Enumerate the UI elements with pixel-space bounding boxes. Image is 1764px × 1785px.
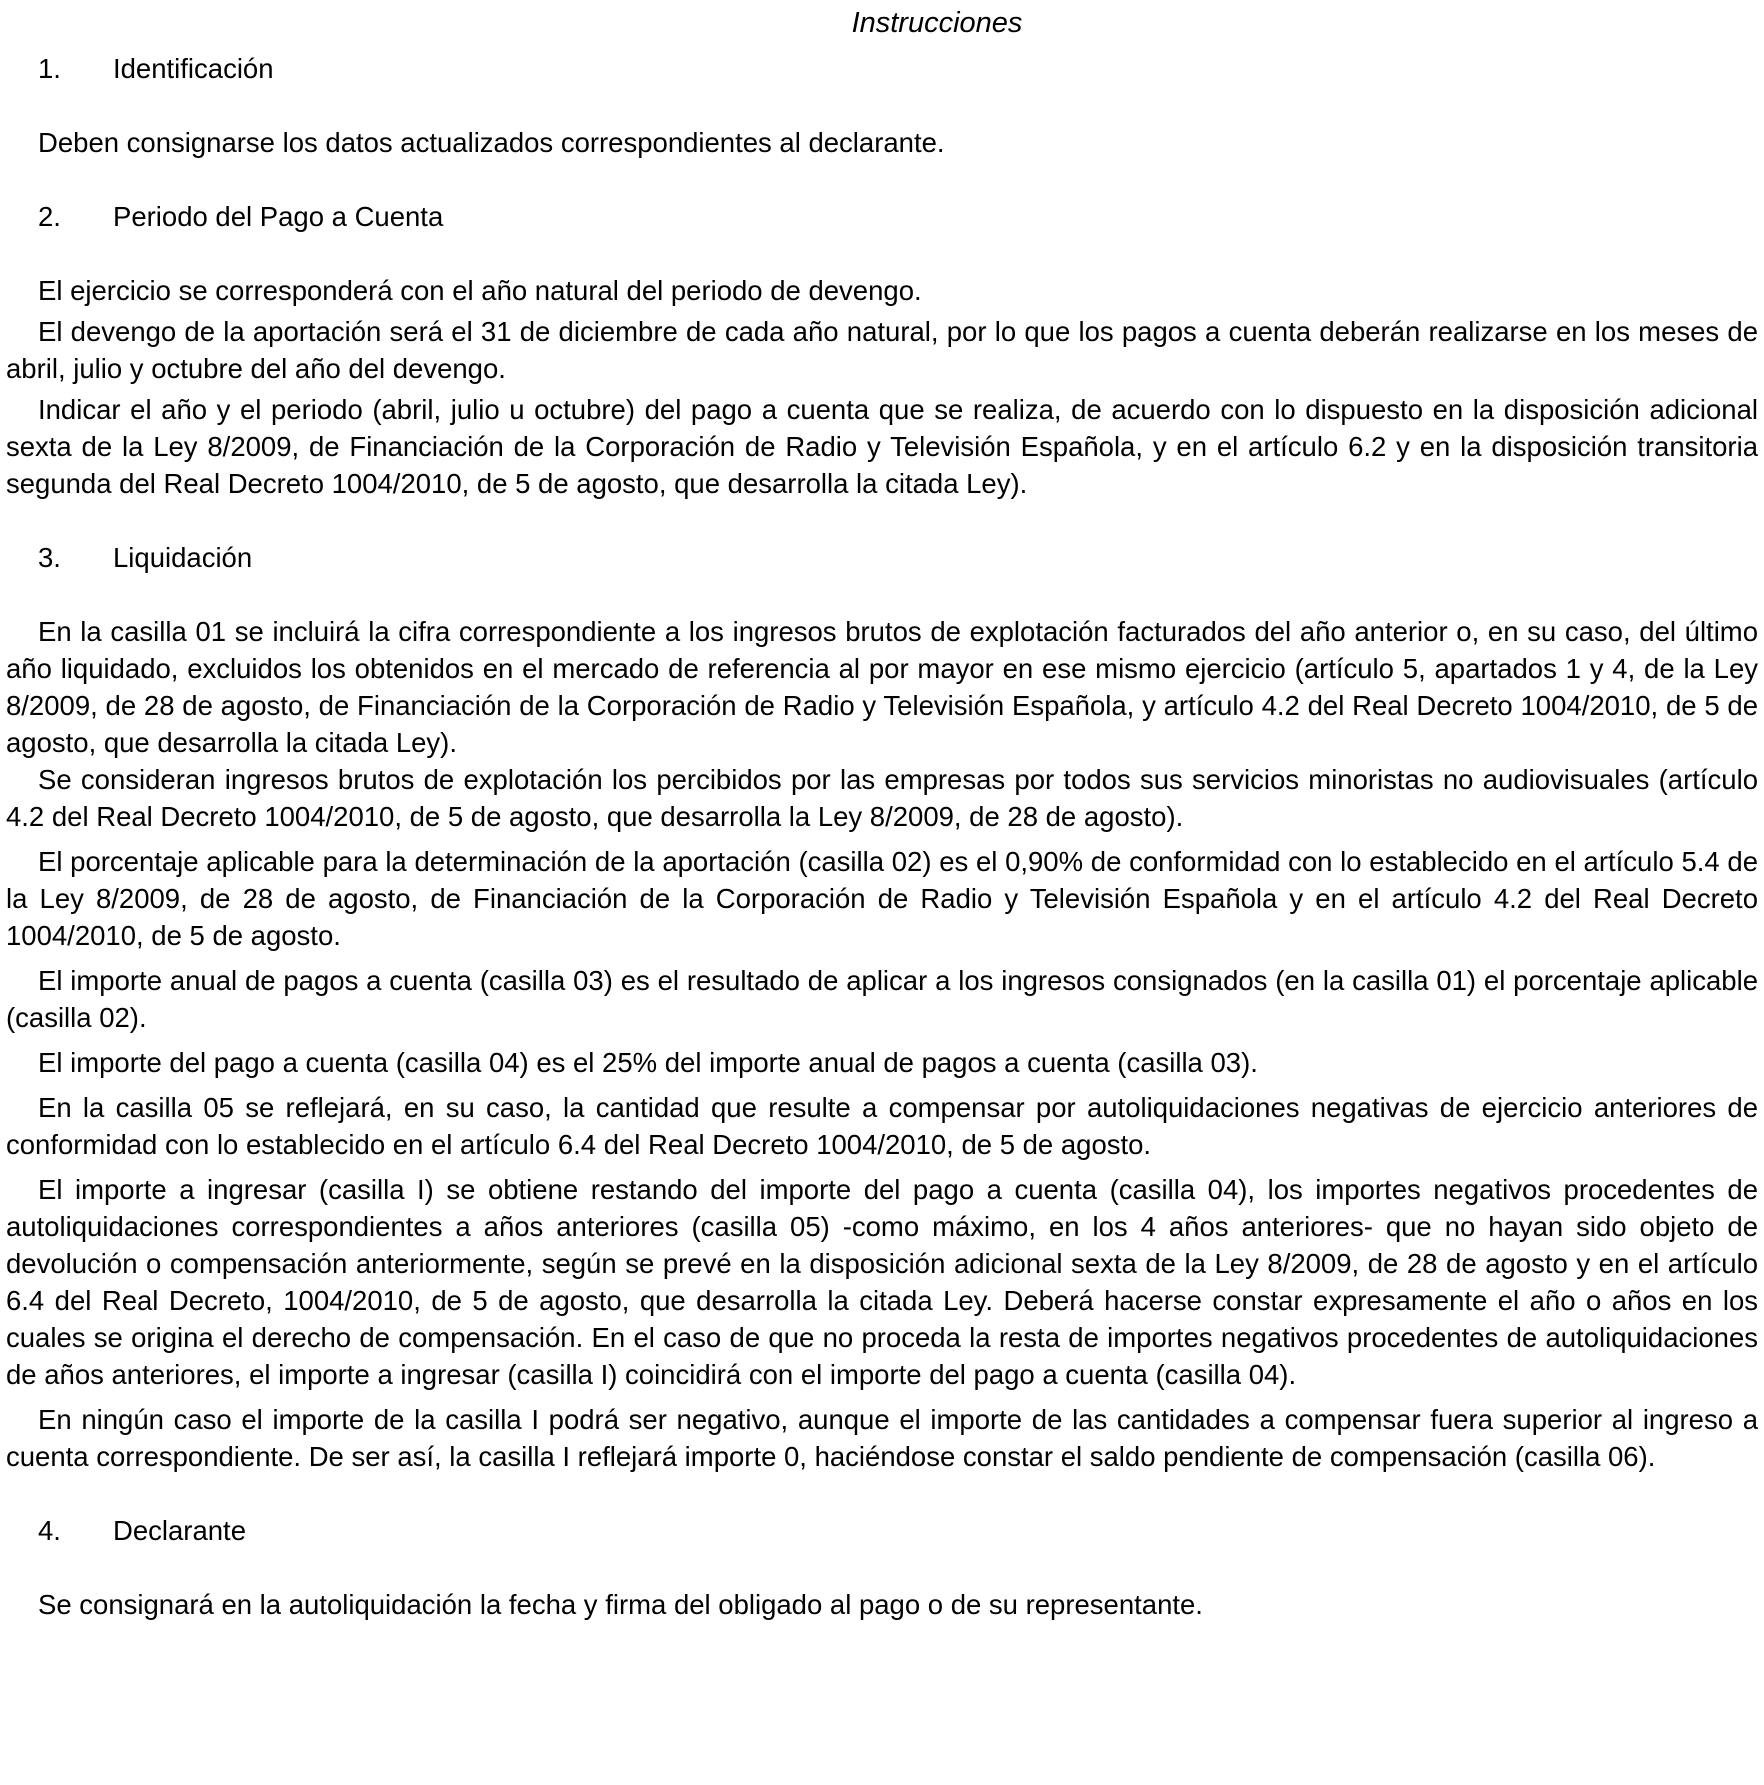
section-title: Declarante bbox=[113, 1515, 246, 1546]
section-heading-liquidacion bbox=[6, 539, 1758, 576]
paragraph: Indicar el año y el periodo (abril, julio u octubre) del pago a cuenta que se realiza, de acuerdo con lo dispuesto en la disposición adicional sexta de la Ley 8/2009, de Financiación de la Corporación de Radio y Televisión Española, y en el artículo 6.2 y en la disposición transitoria segunda del Real Decreto 1004/2010, de 5 de agosto, que desarrolla la citada Ley). bbox=[6, 394, 1758, 499]
section-number: 1. bbox=[38, 53, 61, 84]
paragraph: El importe a ingresar (casilla I) se obtiene restando del importe del pago a cuenta (casilla 04), los importes negativos procedentes de autoliquidaciones correspondientes a años anteriores (casilla 05) -como máximo, en los 4 años anteriores- que no hayan sido objeto de devolución o compensación anteriormente, según se prevé en la disposición adicional sexta de la Ley 8/2009, de 28 de agosto y en el artículo 6.4 del Real Decreto, 1004/2010, de 5 de agosto, que desarrolla la citada Ley. Deberá hacerse constar expresamente el año o años en los cuales se origina el derecho de compensación. En el caso de que no proceda la resta de importes negativos procedentes de autoliquidaciones de años anteriores, el importe a ingresar (casilla I) coincidirá con el importe del pago a cuenta (casilla 04). bbox=[6, 1174, 1758, 1390]
section-number: 2. bbox=[38, 201, 61, 232]
paragraph: El devengo de la aportación será el 31 de diciembre de cada año natural, por lo que los pagos a cuenta deberán realizarse en los meses de abril, julio y octubre del año del devengo. bbox=[6, 316, 1758, 384]
section-title: Periodo del Pago a Cuenta bbox=[113, 201, 444, 232]
section-heading-identificacion bbox=[6, 50, 1758, 87]
paragraph: En la casilla 01 se incluirá la cifra correspondiente a los ingresos brutos de explotación facturados del año anterior o, en su caso, del último año liquidado, excluidos los obtenidos en el mercado de referencia al por mayor en ese mismo ejercicio (artículo 5, apartados 1 y 4, de la Ley 8/2009, de 28 de agosto, de Financiación de la Corporación de Radio y Televisión Española, y artículo 4.2 del Real Decreto 1004/2010, de 5 de agosto, que desarrolla la citada Ley). bbox=[6, 616, 1758, 758]
paragraph: El porcentaje aplicable para la determinación de la aportación (casilla 02) es el 0,90% de conformidad con lo establecido en el artículo 5.4 de la Ley 8/2009, de 28 de agosto, de Financiación de la Corporación de Radio y Televisión Española y en el artículo 4.2 del Real Decreto 1004/2010, de 5 de agosto. bbox=[6, 846, 1758, 951]
section-number: 4. bbox=[38, 1515, 61, 1546]
paragraph: Se consignará en la autoliquidación la fecha y firma del obligado al pago o de su representante. bbox=[38, 1589, 1203, 1620]
section-title: Identificación bbox=[113, 53, 274, 84]
section-heading-declarante bbox=[6, 1512, 1758, 1549]
paragraph: Se consideran ingresos brutos de explotación los percibidos por las empresas por todos sus servicios minoristas no audiovisuales (artículo 4.2 del Real Decreto 1004/2010, de 5 de agosto, que desarrolla la Ley 8/2009, de 28 de agosto). bbox=[6, 764, 1758, 832]
paragraph: En ningún caso el importe de la casilla I podrá ser negativo, aunque el importe de las cantidades a compensar fuera superior al ingreso a cuenta correspondiente. De ser así, la casilla I reflejará importe 0, haciéndose constar el saldo pendiente de compensación (casilla 06). bbox=[6, 1404, 1758, 1472]
section-title: Liquidación bbox=[113, 542, 253, 573]
paragraph: Deben consignarse los datos actualizados correspondientes al declarante. bbox=[38, 127, 945, 158]
paragraph: El importe del pago a cuenta (casilla 04) es el 25% del importe anual de pagos a cuenta (casilla 03). bbox=[38, 1047, 1258, 1078]
paragraph: El importe anual de pagos a cuenta (casilla 03) es el resultado de aplicar a los ingresos consignados (en la casilla 01) el porcentaje aplicable (casilla 02). bbox=[6, 965, 1758, 1033]
section-number: 3. bbox=[38, 542, 61, 573]
paragraph: El ejercicio se corresponderá con el año natural del periodo de devengo. bbox=[38, 275, 922, 306]
paragraph: En la casilla 05 se reflejará, en su caso, la cantidad que resulte a compensar por autoliquidaciones negativas de ejercicio anteriores de conformidad con lo establecido en el artículo 6.4 del Real Decreto 1004/2010, de 5 de agosto. bbox=[6, 1092, 1758, 1160]
document-title: Instrucciones bbox=[851, 7, 1023, 39]
section-heading-periodo bbox=[6, 198, 1758, 235]
